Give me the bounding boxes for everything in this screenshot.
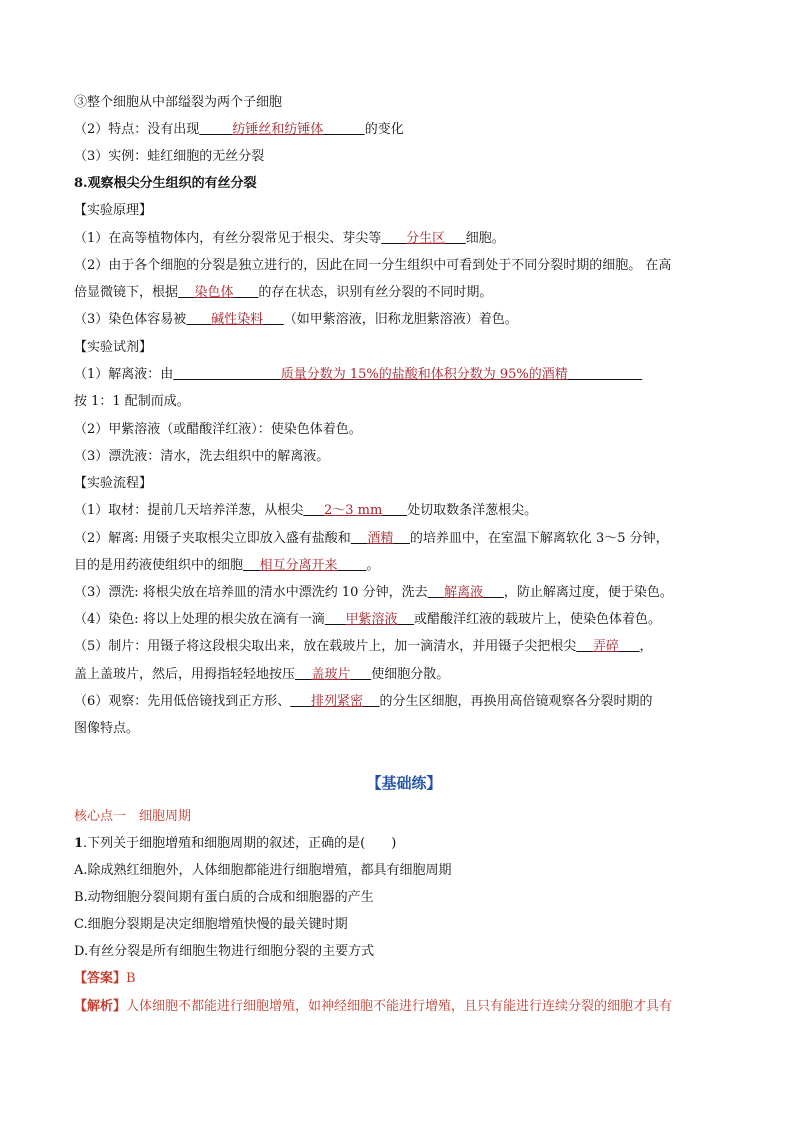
- answer-stain: 甲紫溶液: [345, 612, 398, 627]
- process-heading: 【实验流程】: [74, 476, 153, 491]
- practice-title: 【基础练】: [366, 774, 442, 792]
- process-3: （3）漂洗: 将根尖放在培养皿的清水中漂洗约 10 分钟，洗去 解离液 ，防止解离过度，便于染色。: [74, 585, 673, 600]
- principle-heading: 【实验原理】: [74, 203, 153, 218]
- answer-feature: 纺锤丝和纺锤体: [232, 122, 324, 137]
- answer-length: 2～3 mm: [323, 503, 383, 518]
- feature-line: （2）特点：没有出现 纺锤丝和纺锤体 的变化: [74, 122, 404, 137]
- analysis-line: 【解析】人体细胞不都能进行细胞增殖，如神经细胞不能进行增殖，且只有能进行连续分裂的细胞才具有: [74, 999, 673, 1014]
- answer-separate: 相互分离开来: [259, 558, 338, 573]
- principle-2b: 倍显微镜下，根据 染色体 的存在状态，识别有丝分裂的不同时期。: [74, 285, 493, 300]
- process-6a: （6）观察：先用低倍镜找到正方形、 排列紧密 的分生区细胞，再换用高倍镜观察各分裂时期的: [74, 694, 653, 709]
- option-d: D.有丝分裂是所有细胞生物进行细胞分裂的主要方式: [74, 944, 375, 959]
- answer-tight: 排列紧密: [310, 694, 363, 709]
- answer-basic-dye: 碱性染料: [211, 312, 264, 327]
- answer-coverslip: 盖玻片: [311, 667, 351, 682]
- process-6b: 图像特点。: [74, 721, 140, 736]
- core-point: 核心点一 细胞周期: [74, 809, 192, 824]
- step-3-text: ③整个细胞从中部缢裂为两个子细胞: [74, 95, 283, 110]
- answer-crush: 弄碎: [592, 639, 619, 654]
- principle-2a: （2）由于各个细胞的分裂是独立进行的，因此在同一分生组织中可看到处于不同分裂时期的细胞。 在高: [74, 258, 672, 273]
- answer-meristem: 分生区: [406, 231, 446, 246]
- answer-dissociation-fluid: 解离液: [444, 585, 484, 600]
- principle-3: （3）染色体容易被 碱性染料 （如甲紫溶液，旧称龙胆紫溶液）着色。: [74, 312, 518, 327]
- option-c: C.细胞分裂期是决定细胞增殖快慢的最关键时期: [74, 917, 348, 932]
- process-2b: 目的是用药液使组织中的细胞 相互分离开来 。: [74, 558, 380, 573]
- reagent-2: （2）甲紫溶液（或醋酸洋红液）：使染色体着色。: [74, 422, 362, 437]
- section-heading: 8.观察根尖分生组织的有丝分裂: [74, 176, 257, 191]
- example-line: （3）实例：蛙红细胞的无丝分裂: [74, 149, 265, 164]
- answer-alcohol: 酒精: [367, 531, 394, 546]
- process-4: （4）染色: 将以上处理的根尖放在滴有一滴 甲紫溶液 或醋酸洋红液的载玻片上，使染色体着色。: [74, 612, 662, 627]
- answer-dissociation: 质量分数为 15%的盐酸和体积分数为 95%的酒精: [280, 367, 568, 382]
- principle-1: （1）在高等植物体内，有丝分裂常见于根尖、芽尖等 分生区 细胞。: [74, 231, 505, 246]
- process-5a: （5）制片：用镊子将这段根尖取出来，放在载玻片上，加一滴清水，并用镊子尖把根尖 弄碎 ，: [74, 639, 653, 654]
- answer-chromosome: 染色体: [194, 285, 234, 300]
- process-2a: （2）解离: 用镊子夹取根尖立即放入盛有盐酸和 酒精 的培养皿中，在室温下解离软化 3～5 分钟，: [74, 531, 669, 546]
- reagent-3: （3）漂洗液：清水，洗去组织中的解离液。: [74, 449, 330, 464]
- option-b: B.动物细胞分裂间期有蛋白质的合成和细胞器的产生: [74, 890, 374, 905]
- option-a: A.除成熟红细胞外，人体细胞都能进行细胞增殖，都具有细胞周期: [74, 863, 452, 878]
- reagent-1b: 按 1：1 配制而成。: [74, 394, 190, 409]
- reagent-1a: （1）解离液：由 质量分数为 15%的盐酸和体积分数为 95%的酒精: [74, 367, 568, 382]
- question-1: 1.下列关于细胞增殖和细胞周期的叙述，正确的是( ): [74, 836, 397, 851]
- process-1: （1）取材：提前几天培养洋葱，从根尖 2～3 mm 处切取数条洋葱根尖。: [74, 503, 538, 518]
- reagent-heading: 【实验试剂】: [74, 340, 153, 355]
- process-5b: 盖上盖玻片，然后，用拇指轻轻地按压 盖玻片 使细胞分散。: [74, 667, 450, 682]
- answer-line: 【答案】B: [74, 971, 136, 986]
